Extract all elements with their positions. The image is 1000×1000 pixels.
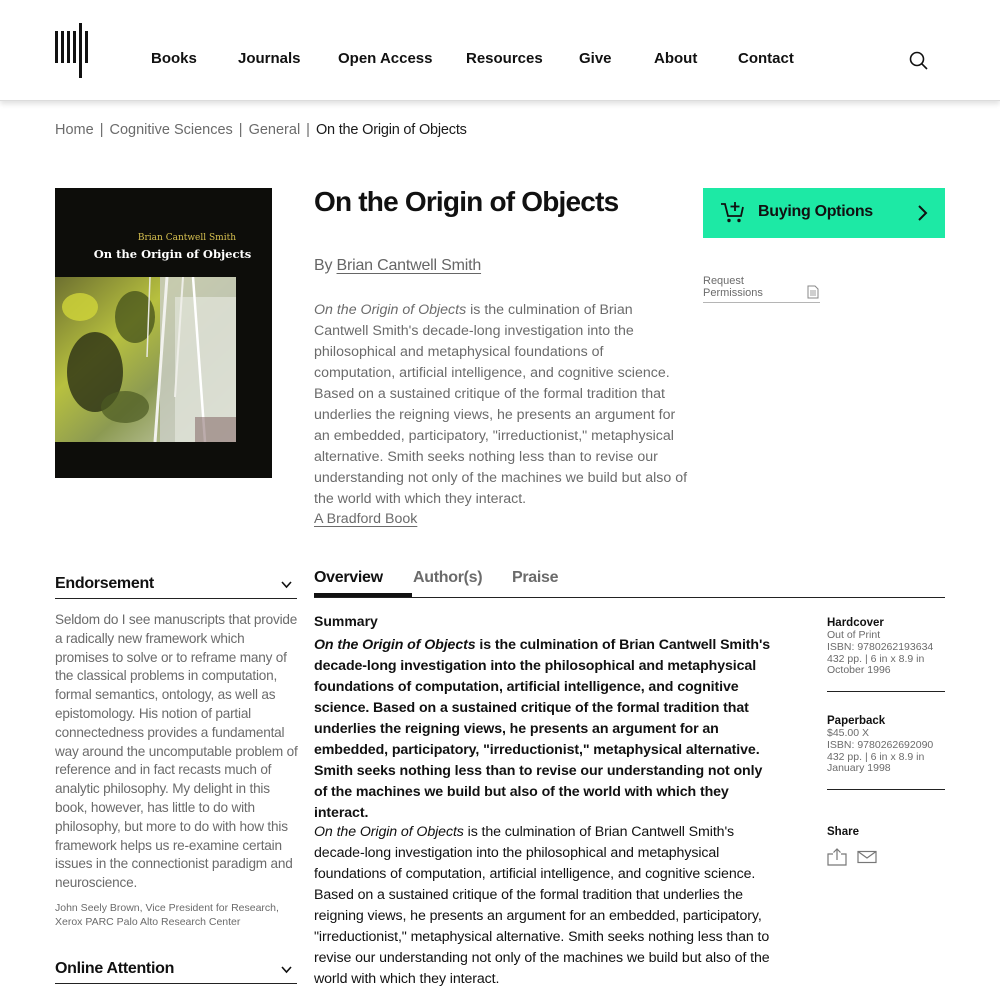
byline: [314, 257, 481, 275]
edition-format: Paperback: [827, 715, 886, 727]
buying-options-button[interactable]: [703, 188, 945, 238]
cart-icon: [720, 201, 744, 223]
author-link[interactable]: Brian Cantwell Smith: [336, 257, 482, 274]
summary-heading: Summary: [314, 613, 378, 629]
summary-title: On the Origin of Objects: [314, 637, 476, 653]
active-tab-indicator: [314, 593, 412, 597]
breadcrumb-cognitive-sciences[interactable]: Cognitive Sciences: [109, 122, 233, 138]
breadcrumb-separator: |: [306, 122, 310, 138]
edition-isbn: ISBN: 9780262193634: [827, 640, 934, 653]
summary-text-bold: [314, 635, 776, 824]
chevron-right-icon: [916, 205, 928, 221]
content-tabs: [314, 566, 945, 598]
book-cover: [55, 188, 272, 478]
document-icon: [807, 285, 819, 299]
edition-date: January 1998: [827, 762, 891, 775]
mit-press-logo-icon[interactable]: [55, 23, 91, 78]
edition-hardcover: [827, 617, 945, 692]
nav-journals[interactable]: Journals: [238, 50, 301, 67]
nav-about[interactable]: About: [654, 50, 698, 67]
endorsement-text: Seldom do I see manuscripts that provide a radically new framework which promises to solve or to reframe many of the classical problems in computation, formal semantics, ontology, as well as epistomology. His notion of partial connectedness provides a fundamental way around the uncomputable problem of reference and in fact recasts much of analytic philosophy. My delight in this book, however, has little to do with philosophy, but more to do with how this framework helps us re-examine certain issues in the connectionist paradigm and neuroscience.: [55, 612, 298, 891]
edition-format: Hardcover: [827, 617, 884, 629]
cover-artwork: [55, 277, 236, 442]
breadcrumb: [55, 122, 467, 138]
chevron-down-icon: [281, 580, 292, 589]
summary-text: [314, 822, 776, 990]
description-title: On the Origin of Objects: [314, 302, 467, 318]
book-description: [314, 300, 688, 510]
breadcrumb-home[interactable]: Home: [55, 122, 94, 138]
summary-body: is the culmination of Brian Cantwell Smith's decade-long investigation into the philosophical and metaphysical foundations of computation, artificial intelligence, and cognitive science. Based on a sustained critique of the formal tradition that underlies the reigning views, he presents an argument for an embedded, participatory, "irreductionist," metaphysical alternative. Smith seeks nothing less than to revise our understanding not only of the machines we build but also of the world with which they interact.: [314, 637, 771, 821]
online-attention-accordion[interactable]: [55, 960, 297, 984]
request-permissions-label: Request Permissions: [703, 275, 763, 299]
nav-give[interactable]: Give: [579, 50, 612, 67]
summary-title: On the Origin of Objects: [314, 824, 464, 840]
share-heading: Share: [827, 826, 859, 838]
edition-availability: Out of Print: [827, 629, 881, 641]
breadcrumb-general[interactable]: General: [248, 122, 301, 138]
search-icon[interactable]: [908, 50, 930, 72]
share-icon[interactable]: [827, 848, 847, 866]
nav-contact[interactable]: Contact: [738, 50, 794, 67]
chevron-down-icon: [281, 965, 292, 974]
endorsement-accordion[interactable]: [55, 575, 297, 599]
tab-praise[interactable]: Praise: [512, 569, 559, 586]
cover-author: Brian Cantwell Smith: [137, 233, 236, 243]
imprint-link[interactable]: A Bradford Book: [314, 511, 418, 527]
book-title: On the Origin of Objects: [314, 186, 619, 217]
description-text: is the culmination of Brian Cantwell Smith's decade-long investigation into the philosophical and metaphysical foundations of computation, artificial intelligence, and cognitive science. Based on a sustained critique of the formal tradition that underlies the reigning views, he presents an argument for an embedded, participatory, "irreductionist," metaphysical alternative. Smith seeks nothing less than to revise our understanding not only of the machines we build but also of the world with which they interact.: [314, 302, 688, 507]
endorsement-source: John Seely Brown, Vice President for Research, Xerox PARC Palo Alto Research Center: [55, 902, 279, 928]
edition-price: $45.00 X: [827, 727, 870, 739]
tab-overview[interactable]: Overview: [314, 569, 383, 586]
nav-resources[interactable]: Resources: [466, 50, 543, 67]
edition-dimensions: 432 pp. | 6 in x 8.9 in: [827, 750, 925, 763]
endorsement-heading: Endorsement: [55, 575, 154, 592]
buying-options-label: Buying Options: [758, 203, 873, 220]
email-icon[interactable]: [857, 848, 877, 866]
cover-title: On the Origin of Objects: [93, 247, 252, 261]
edition-isbn: ISBN: 9780262692090: [827, 738, 934, 751]
tab-authors[interactable]: Author(s): [413, 569, 483, 586]
summary-body: is the culmination of Brian Cantwell Smith's decade-long investigation into the philosophical and metaphysical foundations of computation, artificial intelligence, and cognitive science. Based on a sustained critique of the formal tradition that underlies the reigning views, he presents an argument for an embedded, participatory, "irreductionist," metaphysical alternative. Smith seeks nothing less than to revise our understanding not only of the machines we build but also of the world with which they interact.: [314, 824, 770, 987]
request-permissions-link[interactable]: [703, 276, 820, 303]
edition-dimensions: 432 pp. | 6 in x 8.9 in: [827, 652, 925, 665]
breadcrumb-separator: |: [238, 122, 243, 138]
site-header: [0, 0, 1000, 101]
breadcrumb-separator: |: [99, 122, 104, 138]
edition-date: October 1996: [827, 664, 891, 677]
breadcrumb-current: On the Origin of Objects: [315, 122, 467, 138]
nav-open-access[interactable]: Open Access: [338, 50, 433, 67]
edition-paperback: [827, 715, 945, 790]
byline-prefix: By: [314, 257, 333, 274]
online-attention-heading: Online Attention: [55, 960, 175, 977]
nav-books[interactable]: Books: [151, 50, 197, 67]
